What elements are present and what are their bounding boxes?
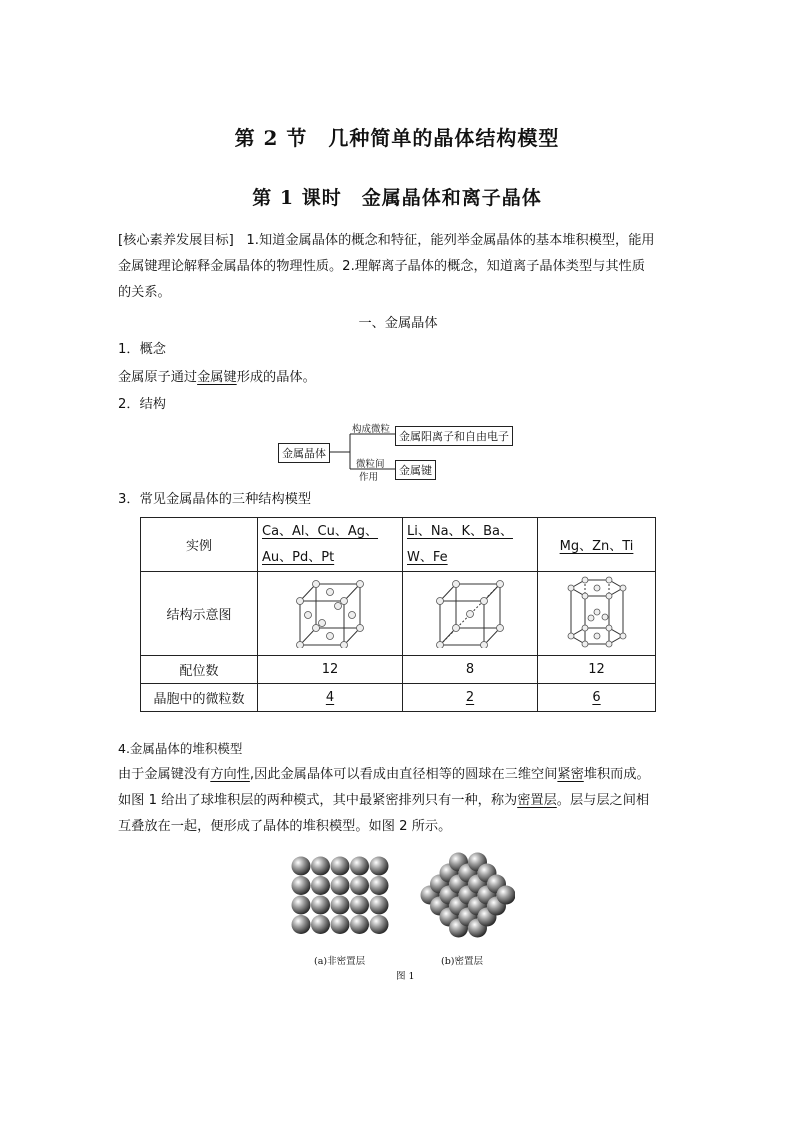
section-title: 第 2 节 几种简单的晶体结构模型 — [234, 126, 560, 150]
concept-text — [118, 365, 678, 391]
figure-caption: 图 1 — [396, 971, 415, 982]
caption-a: (a)非密置层 — [314, 956, 366, 967]
non-close-packed-layer — [292, 857, 389, 935]
stacking-term-layer: 密置层 — [517, 793, 557, 808]
example-fcc-line2: Au、Pd、Pt — [262, 549, 335, 565]
goal-line-1: 1.知道金属晶体的概念和特征，能列举金属晶体的基本堆积模型，能用 — [246, 233, 655, 248]
bcc-diagram-cell — [403, 572, 538, 656]
fcc-unit-cell-diagram — [290, 576, 370, 648]
row-label-diagram: 结构示意图 — [141, 572, 258, 656]
goal-paragraph — [118, 228, 678, 306]
hcp-unit-cell-diagram — [557, 574, 637, 650]
sphere — [331, 857, 350, 876]
table-row — [141, 572, 656, 656]
stacking-heading: 4.金属晶体的堆积模型 — [118, 741, 243, 756]
sphere — [331, 876, 350, 895]
particles-fcc-cell — [258, 684, 403, 712]
coordination-bcc: 8 — [403, 656, 538, 684]
diagram-root-box: 金属晶体 — [278, 443, 330, 463]
sphere — [292, 896, 311, 915]
example-cell-fcc — [258, 518, 403, 572]
sphere — [370, 915, 389, 934]
example-fcc-line1: Ca、Al、Cu、Ag、 — [262, 523, 379, 539]
sphere — [311, 876, 330, 895]
stacking-l1-c: 堆积而成。 — [583, 767, 650, 782]
sphere — [370, 876, 389, 895]
sphere — [370, 896, 389, 915]
stacking-l2-a: 如图 1 给出了球堆积层的两种模式，其中最紧密排列只有一种，称为 — [118, 793, 518, 808]
coordination-hcp: 12 — [538, 656, 656, 684]
sphere — [370, 857, 389, 876]
sphere — [311, 857, 330, 876]
structure-heading: 2．结构 — [118, 397, 166, 412]
models-heading: 3．常见金属晶体的三种结构模型 — [118, 492, 312, 507]
part-heading: 一、金属晶体 — [358, 316, 438, 331]
concept-heading: 1．概念 — [118, 342, 166, 357]
concept-text-a: 金属原子通过 — [118, 370, 198, 385]
stacking-paragraph — [118, 762, 718, 840]
sphere — [292, 857, 311, 876]
bcc-unit-cell-diagram — [430, 576, 510, 648]
branch2-value-box: 金属键 — [395, 460, 436, 480]
stacking-term-direction: 方向性 — [210, 767, 250, 782]
goal-line-3: 的关系。 — [118, 285, 171, 300]
stacking-l1-a: 由于金属键没有 — [118, 767, 211, 782]
row-label-coordination: 配位数 — [141, 656, 258, 684]
sphere — [350, 896, 369, 915]
branch2-label-a: 微粒间 — [356, 459, 385, 470]
branch1-label: 构成微粒 — [352, 424, 391, 435]
stacking-term-close: 紧密 — [557, 767, 584, 782]
example-bcc-line2: W、Fe — [407, 549, 448, 565]
particles-bcc-cell — [403, 684, 538, 712]
stacking-l2-b: 。层与层之间相 — [556, 793, 650, 808]
particles-hcp-cell — [538, 684, 656, 712]
sphere — [350, 876, 369, 895]
goal-label: [核心素养发展目标] — [118, 233, 234, 248]
stacking-l3: 互叠放在一起，便形成了晶体的堆积模型。如图 2 所示。 — [118, 819, 452, 834]
sphere — [292, 876, 311, 895]
sphere — [350, 915, 369, 934]
sphere — [350, 857, 369, 876]
row-label-particles: 晶胞中的微粒数 — [141, 684, 258, 712]
concept-key-term: 金属键 — [197, 370, 237, 385]
goal-line-2: 金属键理论解释金属晶体的物理性质。2.理解离子晶体的概念，知道离子晶体类型与其性质 — [118, 259, 645, 274]
example-cell-hcp — [538, 518, 656, 572]
lesson-title: 第 1 课时 金属晶体和离子晶体 — [252, 187, 542, 209]
stacking-l1-b: ,因此金属晶体可以看成由直径相等的圆球在三维空间 — [249, 767, 558, 782]
branch1-value-box: 金属阳离子和自由电子 — [395, 426, 513, 446]
row-label-examples: 实例 — [141, 518, 258, 572]
sphere — [311, 896, 330, 915]
sphere-layers-figure — [285, 850, 515, 950]
coordination-fcc: 12 — [258, 656, 403, 684]
example-hcp: Mg、Zn、Ti — [559, 539, 634, 554]
particles-bcc: 2 — [465, 690, 475, 705]
table-row — [141, 656, 656, 684]
branch2-label-b: 作用 — [359, 472, 379, 483]
hcp-diagram-cell — [538, 572, 656, 656]
structure-models-table — [140, 517, 656, 712]
sphere — [331, 915, 350, 934]
table-row — [141, 684, 656, 712]
fcc-diagram-cell — [258, 572, 403, 656]
caption-b: (b)密置层 — [441, 956, 483, 967]
sphere — [497, 886, 516, 905]
concept-text-b: 形成的晶体。 — [236, 370, 316, 385]
particles-hcp: 6 — [592, 690, 601, 705]
particles-fcc: 4 — [325, 690, 335, 705]
example-bcc-line1: Li、Na、K、Ba、 — [407, 523, 513, 539]
sphere — [311, 915, 330, 934]
sphere — [331, 896, 350, 915]
close-packed-layer — [421, 853, 516, 938]
table-row — [141, 518, 656, 572]
example-cell-bcc — [403, 518, 538, 572]
sphere — [292, 915, 311, 934]
